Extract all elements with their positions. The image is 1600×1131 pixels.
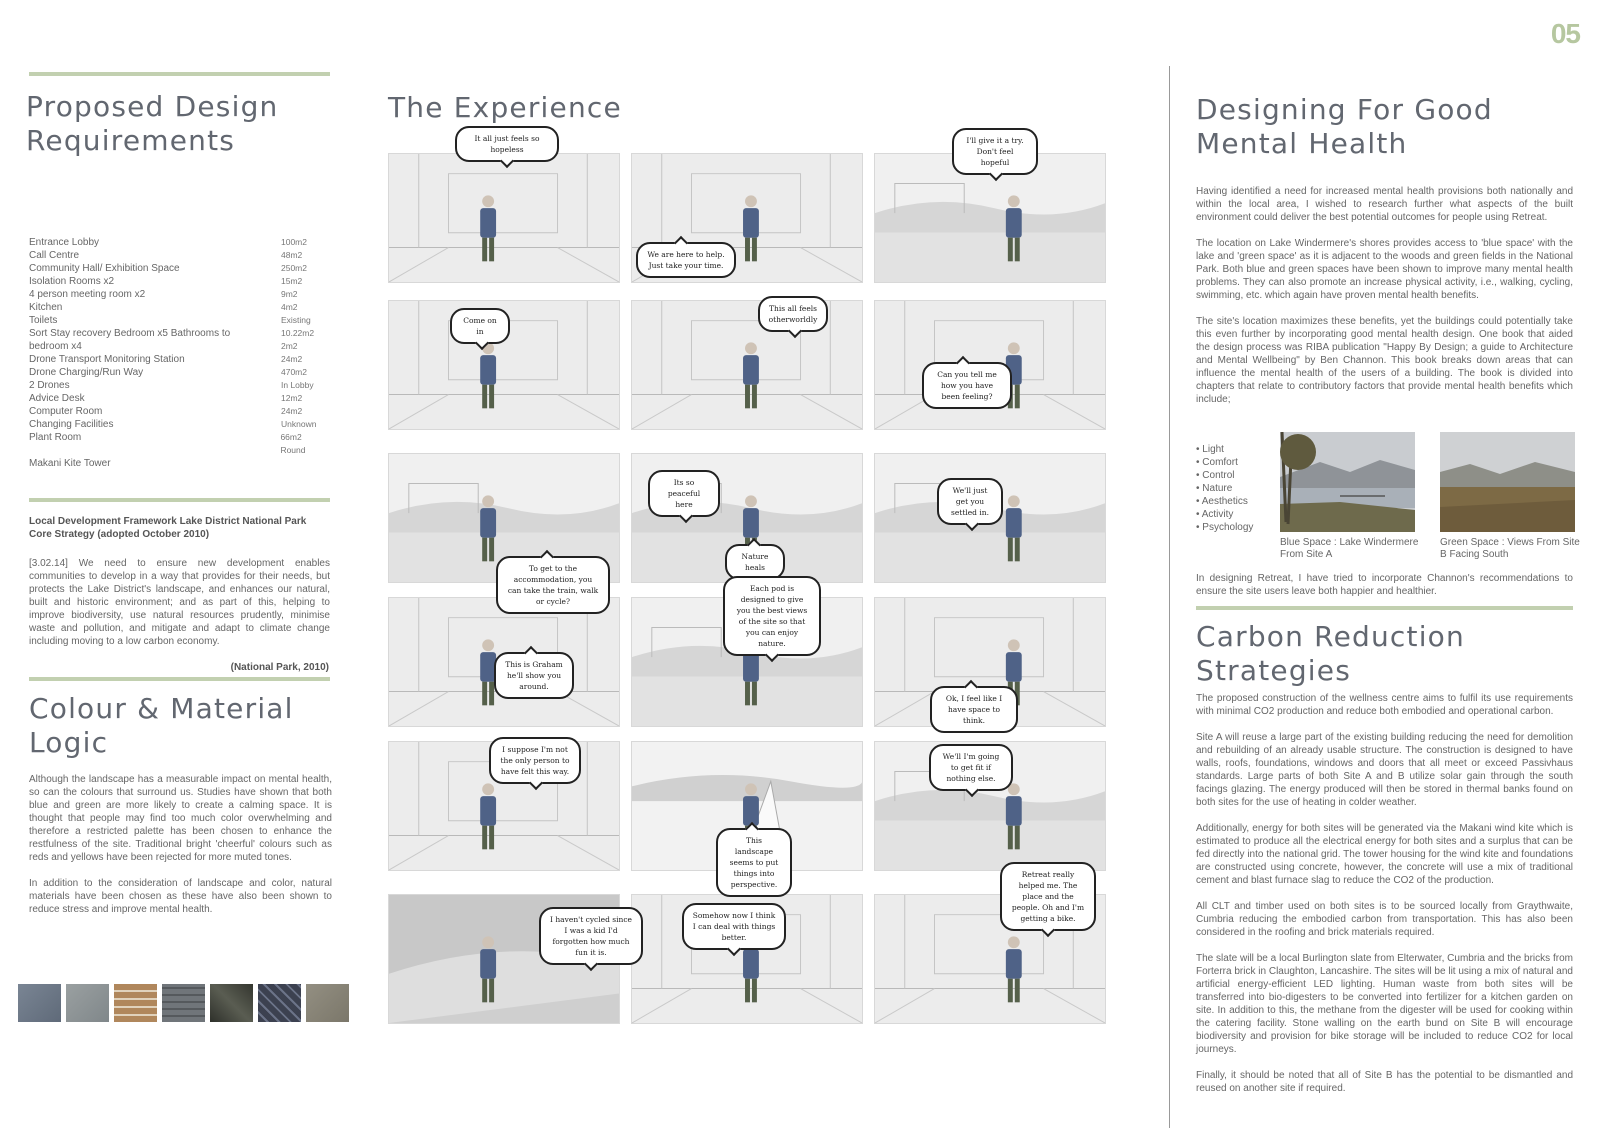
speech-bubble: Retreat really helped me. The place and the people. Oh and I'm getting a bike.	[1000, 862, 1096, 931]
ldf-title: Local Development Framework Lake District National Park Core Strategy (adopted October 2010)	[29, 516, 307, 540]
requirement-area: 10.22m2	[281, 328, 315, 338]
requirement-name: Drone Charging/Run Way	[29, 367, 144, 378]
colour-text	[29, 773, 332, 929]
mental-health-heading: Designing For Good Mental Health	[1196, 93, 1493, 160]
factor-item: • Control	[1196, 470, 1235, 481]
colour-rule	[29, 677, 330, 681]
colour-paragraph-2: In addition to the consideration of landscape and color, natural materials have been chosen as these have also been shown to reduce stress and improve mental health.	[29, 878, 332, 915]
carbon-text	[1196, 692, 1573, 1108]
speech-bubble: This landscape seems to put things into perspective.	[716, 828, 792, 897]
requirements-rule	[29, 72, 330, 76]
requirement-row	[29, 249, 329, 262]
carbon-paragraph-4: All CLT and timber used on both sites is to be sourced locally from Graythwaite, Cumbria reducing the embodied carbon from transportation. This has also been considered in the roofing and brick materials required.	[1196, 901, 1573, 938]
speech-bubble: It all just feels so hopeless	[455, 126, 559, 162]
speech-bubble: Can you tell me how you have been feeling?	[922, 362, 1012, 409]
requirement-area: 24m2	[281, 406, 303, 416]
requirement-area: Existing	[281, 315, 311, 325]
requirement-name: 4 person meeting room x2	[29, 289, 146, 300]
lake-photo-caption: Blue Space : Lake Windermere From Site A	[1280, 537, 1419, 560]
mental-closing-text: In designing Retreat, I have tried to incorporate Channon's recommendations to ensure the site users leave both happier and healthier.	[1196, 573, 1573, 597]
speech-bubble: We'll I'm going to get fit if nothing else.	[929, 744, 1013, 791]
requirement-name: Makani Kite Tower	[29, 458, 111, 469]
swatch-brick	[114, 984, 157, 1022]
requirement-name: Plant Room	[29, 432, 82, 443]
storyboard-panel	[631, 300, 863, 430]
requirement-name: Call Centre	[29, 250, 80, 261]
carbon-paragraph-1: The proposed construction of the wellness centre aims to fulfil its use requirements with minimal CO2 production and reduce both embodied and operational carbon.	[1196, 693, 1573, 717]
requirement-name: Isolation Rooms x2	[29, 276, 115, 287]
speech-bubble: Each pod is designed to give you the best views of the site so that you can enjoy nature.	[723, 576, 821, 656]
requirements-table	[29, 236, 329, 470]
factor-item: • Light	[1196, 444, 1224, 455]
requirement-row	[29, 340, 329, 353]
speech-bubble: I haven't cycled since I was a kid I'd forgotten how much fun it is.	[539, 907, 643, 965]
requirements-heading: Proposed Design Requirements	[26, 90, 279, 157]
requirement-name: Computer Room	[29, 406, 103, 417]
requirement-area: Unknown	[281, 419, 317, 429]
requirement-area: In Lobby	[281, 380, 314, 390]
speech-bubble: Come on in	[450, 308, 510, 344]
requirement-name: 2 Drones	[29, 380, 70, 391]
speech-bubble: This all feels otherworldly	[758, 296, 828, 332]
speech-bubble: To get to the accommodation, you can take the train, walk or cycle?	[496, 556, 610, 614]
requirement-name: Sort Stay recovery Bedroom x5 Bathrooms to	[29, 328, 231, 339]
requirement-area: 24m2	[281, 354, 303, 364]
speech-bubble: I'll give it a try. Don't feel hopeful	[952, 128, 1038, 175]
column-divider	[1169, 66, 1170, 1128]
experience-heading: The Experience	[388, 91, 622, 124]
factor-item: • Aesthetics	[1196, 496, 1248, 507]
swatch-slate	[162, 984, 205, 1022]
requirement-row	[29, 288, 329, 301]
carbon-rule	[1196, 606, 1573, 610]
requirement-name: Toilets	[29, 315, 58, 326]
factor-item: • Comfort	[1196, 457, 1238, 468]
requirement-row	[29, 275, 329, 288]
swatch-concrete	[66, 984, 109, 1022]
requirement-area: 48m2	[281, 250, 303, 260]
requirement-area: 2m2	[281, 341, 298, 351]
requirement-row	[29, 314, 329, 327]
speech-bubble: Nature heals	[725, 544, 785, 580]
carbon-heading: Carbon Reduction Strategies	[1196, 620, 1465, 687]
requirement-name: Drone Transport Monitoring Station	[29, 354, 185, 365]
requirement-name: bedroom x4	[29, 341, 82, 352]
requirement-area: 4m2	[281, 302, 298, 312]
requirement-area: 12m2	[281, 393, 303, 403]
requirement-row	[29, 379, 329, 392]
requirement-row	[29, 262, 329, 275]
mental-health-factors	[1196, 443, 1253, 534]
factor-item: • Nature	[1196, 483, 1233, 494]
mental-paragraph-1: Having identified a need for increased mental health provisions both nationally and within the local area, I wished to research further what aspects of the built environment could deliver the best potential outcomes for people using Retreat.	[1196, 186, 1573, 223]
speech-bubble: We'll just get you settled in.	[937, 478, 1003, 525]
swatch-timber	[306, 984, 349, 1022]
storyboard-panel	[388, 153, 620, 283]
speech-bubble: Its so peaceful here	[648, 470, 720, 517]
requirement-area: 9m2	[281, 289, 298, 299]
requirement-name: Community Hall/ Exhibition Space	[29, 263, 180, 274]
requirement-row	[29, 418, 329, 431]
page-number: 05	[1550, 18, 1580, 49]
requirement-row	[29, 366, 329, 379]
speech-bubble: I suppose I'm not the only person to have felt this way.	[489, 737, 581, 784]
ldf-rule	[29, 498, 330, 502]
requirement-name: Changing Facilities	[29, 419, 114, 430]
requirement-name: Kitchen	[29, 302, 63, 313]
requirement-row	[29, 327, 329, 340]
requirement-row	[29, 301, 329, 314]
speech-bubble: We are here to help. Just take your time.	[636, 242, 736, 278]
requirement-name: Entrance Lobby	[29, 237, 100, 248]
requirement-area: 100m2	[281, 237, 307, 247]
requirement-row	[29, 236, 329, 249]
speech-bubble: Ok, I feel like I have space to think.	[930, 686, 1018, 733]
mental-health-text	[1196, 185, 1573, 419]
speech-bubble: Somehow now I think I can deal with things better.	[682, 903, 786, 950]
lake-windermere-photo	[1280, 432, 1415, 532]
swatch-standing-seam	[258, 984, 301, 1022]
requirement-area: 250m2	[281, 263, 307, 273]
mental-paragraph-3: The site's location maximizes these benefits, yet the buildings could potentially take this even further by incorporating good mental health design. One book that aided the design process was RIBA publication "Happy By Design; a guide to Architecture and Mental Wellbeing" by Ben Channon. This book breaks down areas that can influence the mental health of the users of a building. The book is divided into chapters that relate to contributory factors that provide mental health benefits which include;	[1196, 316, 1573, 405]
carbon-paragraph-3: Additionally, energy for both sites will be generated via the Makani wind kite which is estimated to produce all the electrical energy for both sites and a surplus that can be fed directly into the national grid. The tower housing for the wind kite and foundations are constructed using concrete, however, the concrete will use a mix of traditional cement and blast furnace slag to reduce the CO2 of the production.	[1196, 823, 1573, 886]
requirement-row	[29, 392, 329, 405]
swatch-blue-panel	[18, 984, 61, 1022]
colour-heading: Colour & Material Logic	[29, 692, 294, 759]
mental-paragraph-2: The location on Lake Windermere's shores provides access to 'blue space' with the lake and 'green space' as it is adjacent to the woods and green fields in the National Park. Both blue and green spaces have been shown to improve many mental health problems. They can also promote an increase physical activity, i.e., walking, cycling, swimming, etc. which again have proven mental health benefits.	[1196, 238, 1573, 301]
carbon-paragraph-5: The slate will be a local Burlington slate from Elterwater, Cumbria and the bricks from Forterra brick in Claughton, Lancashire. The sites will be lit using a mix of natural and artificial energy-efficient LED lighting. Human waste from both sites will be transferred into bio-digesters to be converted into fertilizer for a kitchen garden on site. In addition to this, the methane from the digester will be used for cooking within the catering facility. Stone walling on the earth bund on Site B will encourage biodiversity and provision for bike storage will be included to reduce CO2 for local journeys.	[1196, 953, 1573, 1055]
speech-bubble: This is Graham he'll show you around.	[494, 652, 574, 699]
site-b-views-photo	[1440, 432, 1575, 532]
colour-paragraph-1: Although the landscape has a measurable impact on mental health, so can the colours that surround us. Studies have shown that both blue and green are more likely to create a calming space. It is thought that people may find too much color overwhelming and therefore a restricted palette has been chosen to enhance the restfulness of the site. Traditional bright 'cheerful' colours such as reds and yellows have been rejected for more muted tones.	[29, 774, 332, 863]
factor-item: • Psychology	[1196, 522, 1254, 533]
factor-item: • Activity	[1196, 509, 1234, 520]
requirement-row	[29, 405, 329, 418]
site-b-photo-caption: Green Space : Views From Site B Facing South	[1440, 537, 1580, 560]
requirement-area: 66m2 Round	[280, 432, 306, 455]
swatch-stone-wall	[210, 984, 253, 1022]
carbon-paragraph-6: Finally, it should be noted that all of Site B has the potential to be dismantled and reused on another site if required.	[1196, 1070, 1573, 1094]
requirement-row	[29, 353, 329, 366]
requirement-row	[29, 457, 329, 470]
carbon-paragraph-2: Site A will reuse a large part of the existing building reducing the need for demolition and rebuilding of an already usable structure. The construction is designed to have walls, roofs, foundations, windows and doors that all meet or exceed Passivhaus standards. Large parts of both Site A and B utilize solar gain through the south facings glazing. The energy produced will then be stored in thermal banks found on both sites for the use of heating in colder weather.	[1196, 732, 1573, 808]
requirement-row	[29, 431, 329, 457]
requirement-area: 15m2	[281, 276, 303, 286]
requirement-name: Advice Desk	[29, 393, 85, 404]
requirement-area: 470m2	[281, 367, 307, 377]
ldf-text: [3.02.14] We need to ensure new development enables communities to develop in a way that provides for their needs, but protects the Lake District's landscape, and enhances our natural, built and historic environment; and as part of this, helping to improve biodiversity, use natural resources prudently, minimise waste and pollution, and mitigate and adapt to climate change including moving to a low carbon economy.	[29, 558, 330, 647]
ldf-citation: (National Park, 2010)	[230, 662, 329, 673]
